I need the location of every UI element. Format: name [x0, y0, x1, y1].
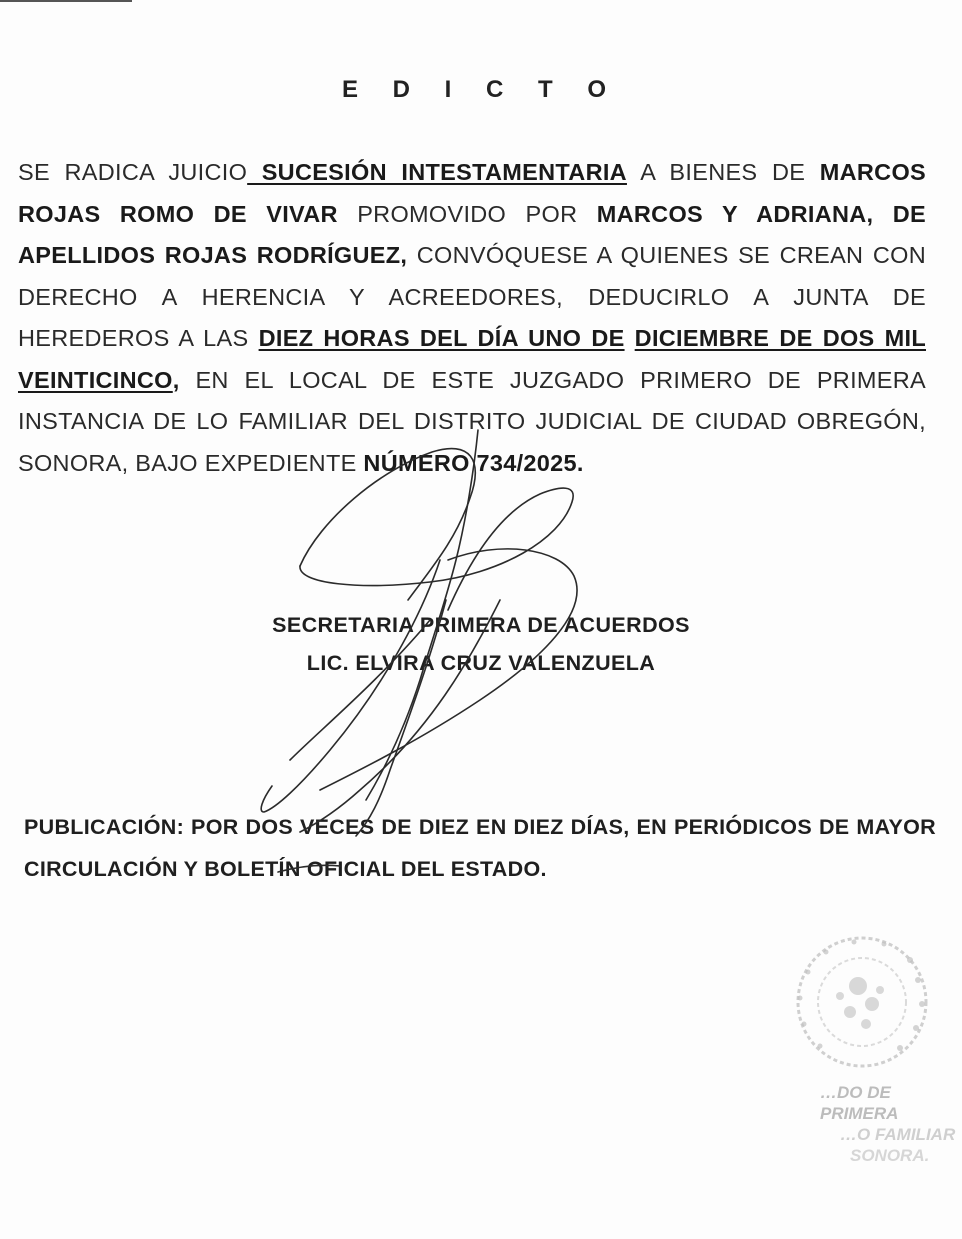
body-text-2: A BIENES DE — [626, 159, 820, 185]
edict-body: SE RADICA JUICIO SUCESIÓN INTESTAMENTARIA A BIENES DE MARCOS ROJAS ROMO DE VIVAR PROMOVIDO POR MARCOS Y ADRIANA, DE APELLIDOS ROJAS RODRÍGUEZ, CONVÓQUESE A QUIENES SE CREAN CON DERECHO A HERENCIA Y ACREEDORES, DEDUCIRLO A JUNTA DE HEREDEROS A LAS DIEZ HORAS DEL DÍA UNO DE DICIEMBRE DE DOS MIL VEINTICINCO, EN EL LOCAL DE ESTE JUZGADO PRIMERO DE PRIMERA INSTANCIA DE LO FAMILIAR DEL DISTRITO JUDICIAL DE CIUDAD OBREGÓN, SONORA, BAJO EXPEDIENTE NÚMERO 734/2025. — [18, 159, 926, 476]
body-text-5: EN EL LOCAL DE ESTE JUZGADO PRIMERO DE PRIMERA INSTANCIA DE LO FAMILIAR DEL DISTRITO JUDICIAL DE CIUDAD OBREGÓN, SONORA, BAJO EXPEDIENTE — [18, 366, 926, 476]
body-text-4: CONVÓQUESE A QUIENES SE CREAN CON DERECHO A HERENCIA Y ACREEDORES, DEDUCIRLO A JUNTA DE HEREDEROS A LAS — [18, 242, 926, 351]
hearing-time: DIEZ HORAS DEL DÍA UNO DE — [258, 325, 625, 351]
case-number: NÚMERO 734/2025. — [363, 449, 584, 476]
hearing-date: DICIEMBRE DE DOS MIL VEINTICINCO — [18, 325, 926, 393]
seal-line-2: …O FAMILIAR — [840, 1125, 956, 1144]
document-title: E D I C T O — [341, 76, 620, 103]
promoters-names: MARCOS Y ADRIANA, DE APELLIDOS ROJAS RODRÍGUEZ, — [18, 200, 926, 268]
signatory-name: LIC. ELVIRA CRUZ VALENZUELA — [306, 651, 656, 675]
body-text-1: SE RADICA JUICIO — [18, 159, 248, 185]
signatory-block — [0, 606, 962, 682]
deceased-name: MARCOS ROJAS ROMO DE VIVAR — [18, 159, 926, 227]
top-edge-rule — [0, 0, 132, 2]
publication-note: PUBLICACIÓN: POR DOS VECES DE DIEZ EN DIEZ DÍAS, EN PERIÓDICOS DE MAYOR CIRCULACIÓN Y BOLETÍN OFICIAL DEL ESTADO. — [24, 815, 936, 881]
seal-line-1: …DO DE PRIMERA — [820, 1083, 899, 1123]
seal-line-3: SONORA. — [850, 1146, 930, 1165]
trial-type: SUCESIÓN INTESTAMENTARIA — [247, 159, 627, 185]
signatory-role: SECRETARIA PRIMERA DE ACUERDOS — [272, 613, 690, 637]
body-text-3: PROMOVIDO POR — [337, 200, 597, 227]
seal-inscription — [800, 1082, 962, 1166]
